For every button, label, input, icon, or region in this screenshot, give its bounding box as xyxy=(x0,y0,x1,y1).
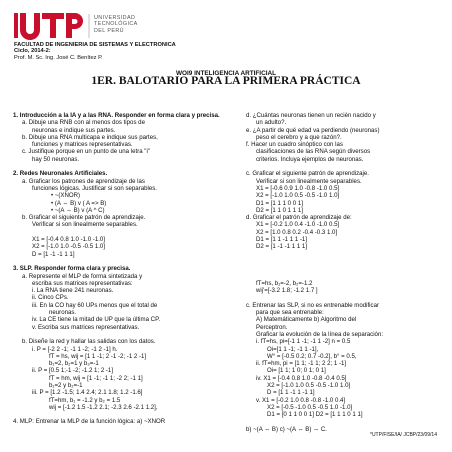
left-column-line: D = [1 -1 -1 1 1] xyxy=(32,250,75,258)
right-column-line: Oi= [1 1; 1 0; 0 1; 0 1] xyxy=(267,367,326,375)
right-column-line: X2 = [-0.5 -1.0 0.5 -0.5 1.0 -1.0] xyxy=(267,403,353,411)
right-column-line: un adulto?. xyxy=(256,119,287,127)
left-column-line: i. La RNA tiene 241 neuronas. xyxy=(32,287,114,295)
left-column-line: fT = hs, wij = [1 1 -1; 2 -1 -2; -1 2 -1] xyxy=(49,352,147,360)
left-column-line: • ~(XNOR) xyxy=(51,192,81,200)
right-column-line: para que sea entrenable: xyxy=(256,309,324,317)
right-column-line xyxy=(246,251,446,258)
right-column-line: peso el cerebro y a que razón?. xyxy=(256,133,342,141)
logo-text-3: DEL PERÚ xyxy=(94,27,124,34)
left-column-line: b. Dibuje una RNA multicapa e indique sus partes, xyxy=(22,133,158,141)
page-title: 1ER. BALOTARIO PARA LA PRIMERA PRÁCTICA xyxy=(91,75,361,87)
left-column-line: fT=hm, b₁ = -1.2 y b₂ = 1.5 xyxy=(49,396,121,404)
right-column-line: Graficar la evolución de la línea de separación: xyxy=(256,330,384,338)
right-column xyxy=(246,112,446,433)
right-column-line: i. fT=hs, pi=[-1 1 -1; -1 1 -2] n = 0.5 xyxy=(256,338,351,346)
right-column-line: X2 = [1.0 0.8 0.2 -0.4 -0.3 1.0] xyxy=(256,228,338,236)
right-column-line xyxy=(246,273,446,280)
left-column-line: iii. P = [1.2 -1.5; 1.4 2.4; 2.1 1.8; 1.2 -1.6] xyxy=(32,389,143,397)
left-column-line: Verificar si son linealmente separables. xyxy=(32,221,138,229)
left-column-line: b. Diseñe la red y hallar las salidas con los datos. xyxy=(22,338,156,346)
left-column-line: X2 = [-1.0 1.0 -0.5 -0.5 1.0] xyxy=(32,243,106,251)
left-column-line: b₁=2 y b₂=-1 xyxy=(49,381,83,389)
right-column-line: d. ¿Cuántas neuronas tienen un recién nacido y xyxy=(246,112,376,119)
left-column-line: X1 = [-0.4 0.8 1.0 -1.0 -1.0] xyxy=(32,236,106,244)
left-column-line: 3. SLP. Responder forma clara y precisa. xyxy=(13,265,131,273)
right-column-line: iv. X1 = [-0.4 0.8 1.0 -0.8 -0.4 0.5] xyxy=(256,374,347,382)
right-column-line: Verificar si son linealmente separables. xyxy=(256,177,362,185)
left-column-line: b₁=2, b₂=1 y b₃=-1 xyxy=(49,360,99,368)
professor-line: Prof. M. Sc. Ing. José C. Benítez P. xyxy=(14,54,103,61)
left-column-line: iii. En la CO hay 60 UPs menos que el total de xyxy=(32,301,158,309)
right-column-line: wij'=[-3.2 1.8; -1.2 1.7 ] xyxy=(256,287,318,295)
right-column-line: A) Matemáticamente b) Algoritmo del xyxy=(256,316,357,324)
left-column-line: neuronas. xyxy=(49,309,77,317)
right-column-line xyxy=(246,265,446,272)
right-column-line: X1 = [-0.2 1.0 0.4 -1.0 -1.0 0.5] xyxy=(256,221,340,229)
course-code: WOI9 INTELIGENCIA ARTIFICIAL xyxy=(176,70,276,77)
right-column-line: f. Hacer un cuadro sinóptico con las xyxy=(246,141,343,149)
left-column-line: b. Graficar el siguiente patrón de aprendizaje. xyxy=(22,214,146,222)
left-column-line: • ~(A ⇔ B) v (A ^ C) xyxy=(51,206,105,214)
left-column-line: a. Represente el MLP de forma sintetizada y xyxy=(22,272,143,280)
left-column-line xyxy=(13,163,238,170)
right-column-line: Perceptron. xyxy=(256,323,288,331)
left-column-line: hay 50 neuronas. xyxy=(32,155,80,163)
left-column-line: escriba sus matrices representativas: xyxy=(32,279,133,287)
left-column-line: a. Dibuje una RNB con al menos dos tipos de xyxy=(22,119,145,127)
left-column-line: fT = hm, wij = [1 -1; -1 1; -2 2; -1 1] xyxy=(49,374,143,382)
cycle-line: Ciclo, 2014-2: xyxy=(14,48,51,55)
left-column-line: v. Escriba sus matrices representativas. xyxy=(32,323,140,331)
left-column-line xyxy=(13,411,238,418)
right-column-line: Oi=[1 1 -1; -1 1 -1], xyxy=(267,345,319,353)
right-column-line xyxy=(246,163,446,170)
left-column-line: c. Justifique porque en un punto de una letra "i" xyxy=(22,148,150,156)
right-column-line: D1 = [1 1 -1 1 1 -1] xyxy=(256,236,307,244)
right-column-line: W° = [-0.5 0.2; 0.7 -0.2], b° = 0.5, xyxy=(267,352,357,360)
left-column-line: wij = [-1.2 1.5 -1.2 2.1; -2.3 2.6 -2.1 1.2], xyxy=(49,403,158,411)
right-column-line: X1 = [-0.6 0.9 1.0 -0.8 -1.0 0.5] xyxy=(256,184,340,192)
left-column-line: neuronas e indique sus partes. xyxy=(32,126,116,134)
right-column-line: X2 = [-1.0 1.0 0.5 -0.5 -1.0 1.0] xyxy=(267,381,351,389)
left-column-line xyxy=(13,331,238,338)
left-column-line xyxy=(13,229,238,236)
left-column-line xyxy=(13,258,238,265)
logo-text-1: UNIVERSIDAD xyxy=(94,15,136,21)
right-column-line: e. ¿A partir de qué edad va perdiendo (neuronas) xyxy=(246,126,380,134)
footer-code: *UTP/FISE/IA/ JCBP/23/09/14 xyxy=(370,432,437,438)
right-column-line: D1 = [0 1 1 0 0 1] D2 = [1 1 1 0 1 1] xyxy=(267,411,363,419)
right-column-line: D2 = [1 1 0 1 1 1] xyxy=(256,206,303,214)
right-column-line: clasificaciones de las RNA según diversos xyxy=(256,148,371,156)
left-column xyxy=(13,112,238,426)
right-column-line: c. Graficar el siguiente patrón de aprendizaje. xyxy=(246,170,369,178)
left-column-line: funciones lógicas. Justificar si son separables. xyxy=(32,184,157,192)
right-column-line: b) ~(A ⇔ B) c) ~(A ⇔ B) ⇔ C. xyxy=(246,425,327,433)
right-column-line: D2 = [1 -1 -1 1 1 1] xyxy=(256,243,307,251)
right-column-line: D = [1 1 -1 1 -1 1] xyxy=(267,389,315,397)
left-column-line: i. P = [-2 2 -1; -1 1 -2; -1 2 -1] h. xyxy=(32,345,118,353)
logo-text-2: TECNOLÓGICA xyxy=(94,21,138,28)
right-column-line: v. X1 = [-0.2 1.0 0.8 -0.8 -1.0 0.4] xyxy=(256,396,346,404)
right-column-line xyxy=(246,258,446,265)
right-column-line xyxy=(246,418,446,425)
right-column-line: D1 = [1 1 1 0 0 1] xyxy=(256,199,303,207)
utp-logo xyxy=(14,12,164,42)
left-column-line: funciones y matrices representativas. xyxy=(32,141,133,149)
left-column-line: 2. Redes Neuronales Artificiales. xyxy=(13,170,108,178)
left-column-line: 4. MLP: Entrenar la MLP de la función lógica: a) ~XNOR xyxy=(13,418,166,426)
right-column-line: criterios. Incluya ejemplos de neuronas. xyxy=(256,155,364,163)
left-column-line: iv. La CE tiene la mitad de UP que la última CP. xyxy=(32,316,161,324)
utp-logo-mark xyxy=(14,12,164,42)
left-column-line: a. Graficar los patrones de aprendizaje de las xyxy=(22,177,145,185)
left-column-line: ii. P = [0.5 1;-1 -2; -1.2 1; 2 -1] xyxy=(32,367,114,375)
right-column-line: X2 = [-1.0 1.0 0.5 -0.5 -1.0 1.0] xyxy=(256,192,340,200)
right-column-line: fT=hs, b₁=-2, b₂=-1.2 xyxy=(256,279,313,287)
faculty-line: FACULTAD DE INGENIERIA DE SISTEMAS Y ELECTRONICA xyxy=(14,42,176,48)
right-column-line: d. Graficar el patrón de aprendizaje de: xyxy=(246,214,352,222)
right-column-line: c. Entrenar las SLP, si no es entrenable modificar xyxy=(246,301,380,309)
left-column-line: 1. Introducción a la IA y a las RNA. Responder en forma clara y precisa. xyxy=(13,112,220,119)
right-column-line xyxy=(246,294,446,301)
left-column-line: • (A ⇔ B) v ( A => B) xyxy=(51,199,107,207)
right-column-line: ii. fT=hm, pi = [1 1; -1 1; 2 2; 1 -1] xyxy=(256,360,347,368)
document-header xyxy=(14,42,176,61)
left-column-line: ii. Cinco CPs. xyxy=(32,294,69,302)
